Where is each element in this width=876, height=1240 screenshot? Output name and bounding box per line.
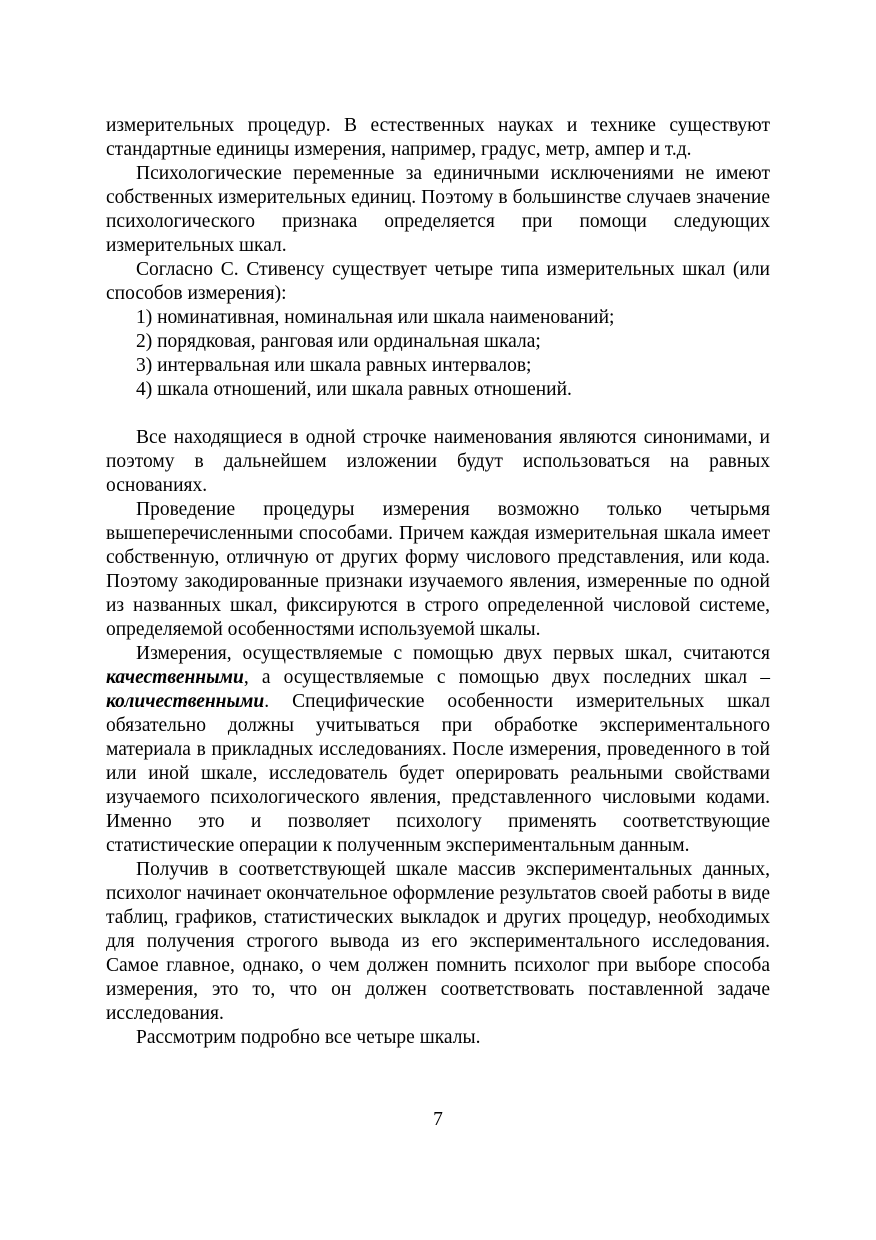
paragraph-data-processing: Получив в соответствующей шкале массив экспериментальных данных, психолог начинает окончательное оформление результатов своей работы в виде таблиц, графиков, статистических выкладок и других процедур, необходимых для получения строгого вывода из его экспериментального исследования. Самое главное, однако, о чем должен помнить психолог при выборе способа измерения, это то, что он должен соответствовать поставленной задаче исследования.: [106, 859, 770, 1024]
list-item: 3) интервальная или шкала равных интервалов;: [136, 355, 532, 376]
list-item: 2) порядковая, ранговая или ординальная шкала;: [136, 331, 541, 352]
list-item: 1) номинативная, номинальная или шкала наименований;: [136, 307, 615, 328]
list-item: 4) шкала отношений, или шкала равных отношений.: [136, 379, 572, 400]
paragraph-qualitative-quantitative: [106, 642, 770, 858]
term-quantitative: количественными: [106, 691, 265, 712]
scale-list: [106, 306, 770, 402]
paragraph-intro-continuation: измерительных процедур. В естественных науках и технике существуют стандартные единицы измерения, например, градус, метр, ампер и т.д.: [106, 115, 770, 160]
spacer: [106, 402, 770, 426]
paragraph-stevens: Согласно С. Стивенсу существует четыре типа измерительных шкал (или способов измерения):: [106, 259, 770, 304]
text-segment: , а осуществляемые с помощью двух последних шкал –: [243, 667, 770, 688]
page-body: [106, 114, 770, 1050]
paragraph-psych-variables: Психологические переменные за единичными исключениями не имеют собственных измерительных единиц. Поэтому в большинстве случаев значение психологического признака определяется при помощи следующих измерительных шкал.: [106, 163, 770, 256]
text-segment: . Специфические особенности измерительных шкал обязательно должны учитываться при обработке экспериментального материала в прикладных исследованиях. После измерения, проведенного в той или иной шкале, исследователь будет оперировать реальными свойствами изучаемого психологического явления, представленного числовыми кодами. Именно это и позволяет психологу применять соответствующие статистические операции к полученным экспериментальным данным.: [106, 691, 770, 856]
term-qualitative: качественными: [106, 667, 244, 688]
paragraph-synonyms: Все находящиеся в одной строчке наименования являются синонимами, и поэтому в дальнейшем изложении будут использоваться на равных основаниях.: [106, 427, 770, 496]
text-segment: Измерения, осуществляемые с помощью двух первых шкал, считаются: [136, 643, 770, 664]
paragraph-consider-scales: Рассмотрим подробно все четыре шкалы.: [136, 1027, 481, 1048]
page-number: 7: [433, 1109, 443, 1130]
paragraph-procedure: Проведение процедуры измерения возможно только четырьмя вышеперечисленными способами. Причем каждая измерительная шкала имеет собственную, отличную от других форму числового представления, или кода. Поэтому закодированные признаки изучаемого явления, измеренные по одной из названных шкал, фиксируются в строго определенной числовой системе, определяемой особенностями используемой шкалы.: [106, 499, 770, 640]
